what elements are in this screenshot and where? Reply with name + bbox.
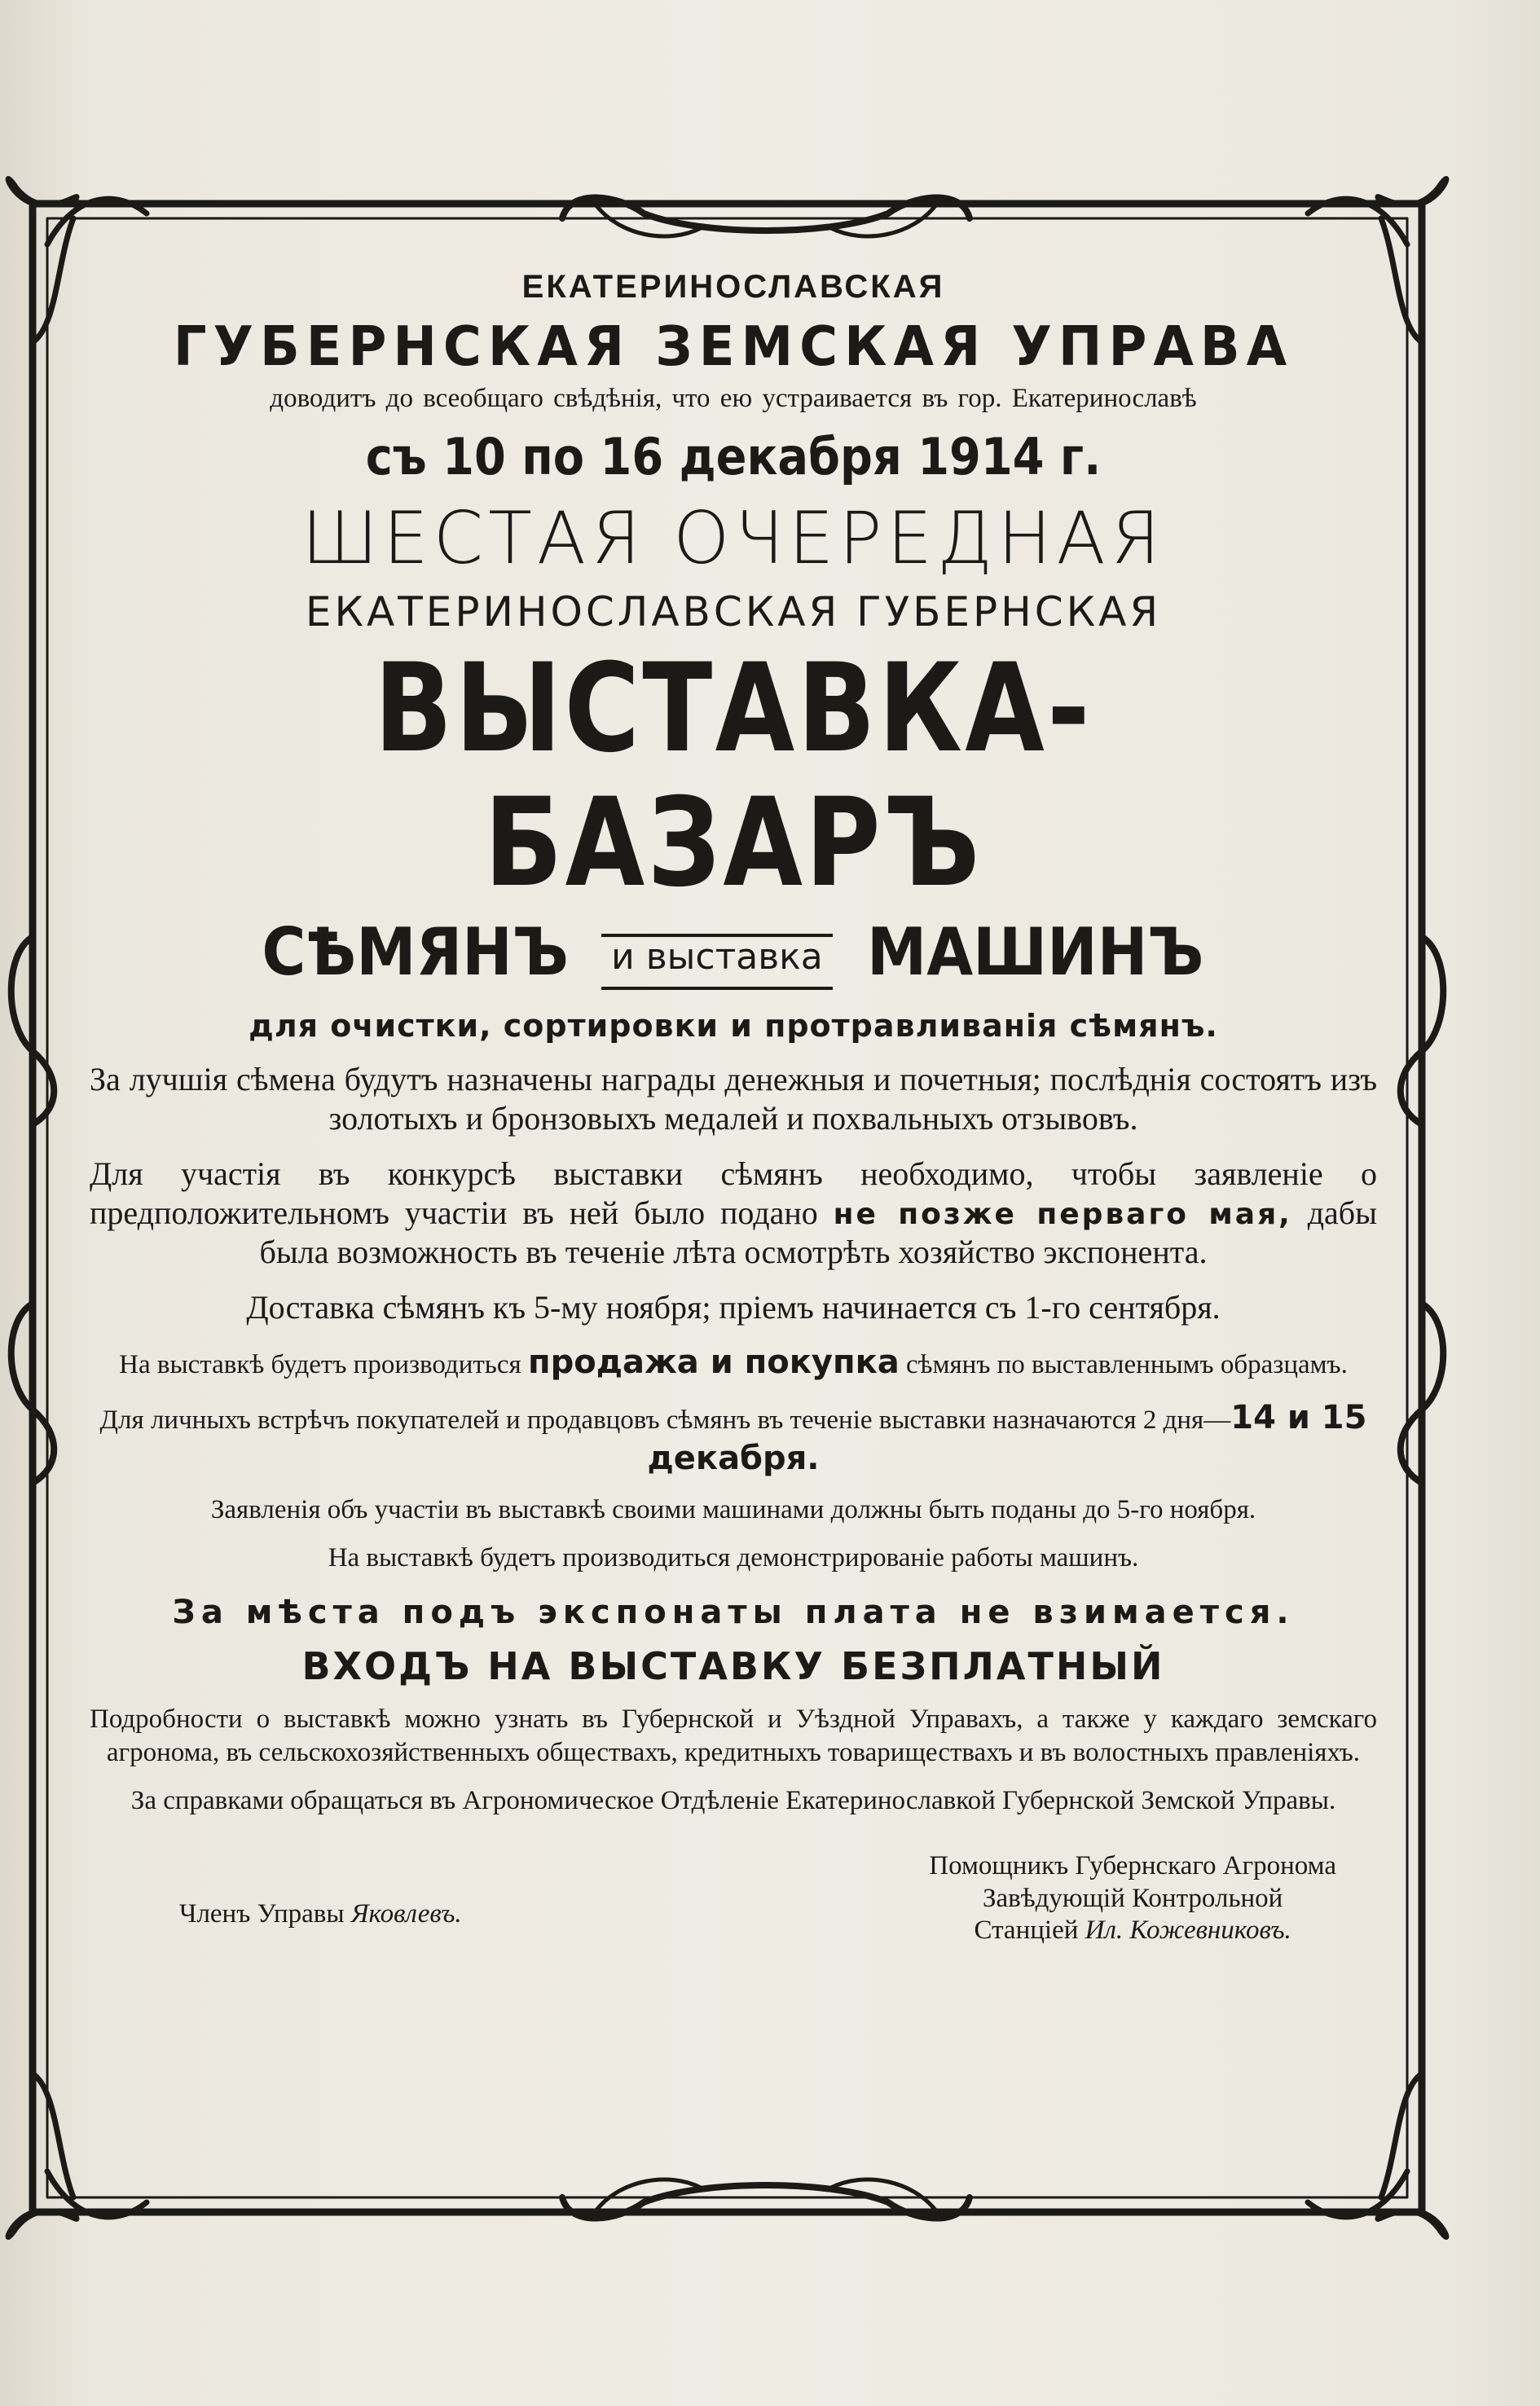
edition-title: ШЕСТАЯ ОЧЕРЕДНАЯ xyxy=(301,496,1165,580)
meetings-paragraph: Для личныхъ встрѣчъ покупателей и продавцовъ сѣмянъ въ теченіе выставки назначаются 2 дня—14 и 15 декабря. xyxy=(99,1399,1367,1477)
deadline-emphasis: не позже перваго мая, xyxy=(833,1198,1292,1231)
main-headline: ВЫСТАВКА-БАЗАРЪ xyxy=(374,638,1093,914)
province-name: ЕКАТЕРИНОСЛАВСКАЯ xyxy=(521,269,945,305)
purpose-line: для очистки, сортировки и протравливанія сѣмянъ. xyxy=(249,1008,1218,1044)
event-dates: съ 10 по 16 декабря 1914 г. xyxy=(365,427,1102,486)
assistant-signature: Помощникъ Губернскаго Агронома Завѣдующій Контрольной Станціей Ил. Кожевниковъ. xyxy=(929,1851,1336,1946)
meeting-dates: 14 и 15 декабря. xyxy=(647,1399,1367,1477)
signatures xyxy=(90,1850,1377,1947)
member-name: Яковлевъ. xyxy=(350,1899,462,1929)
free-entry-line: ВХОДЪ НА ВЫСТАВКУ БЕЗПЛАТНЫЙ xyxy=(301,1643,1165,1688)
subheadline xyxy=(90,914,1377,990)
inquiries-paragraph: За справками обращаться въ Агрономическое Отдѣленіе Екатеринославкой Губернской Земской Управы. xyxy=(130,1786,1336,1815)
participation-paragraph: Для участія въ конкурсѣ выставки сѣмянъ необходимо, чтобы заявленіе о предположительномъ участіи въ ней было подано не позже перваго мая, дабы была возможность въ теченіе лѣта осмотрѣть хозяйство экспонента. xyxy=(90,1155,1378,1270)
announcement-intro: доводитъ до всеобщаго свѣдѣнія, что ею устраивается въ гор. Екатеринославѣ xyxy=(270,384,1197,413)
machines-word: МАШИНЪ xyxy=(866,914,1204,990)
delivery-paragraph: Доставка сѣмянъ къ 5-му ноября; пріемъ начинается съ 1-го сентября. xyxy=(246,1289,1221,1326)
sale-emphasis: продажа и покупка xyxy=(527,1344,900,1381)
demo-line: На выставкѣ будетъ производиться демонстрированіе работы машинъ. xyxy=(328,1543,1139,1573)
details-paragraph: Подробности о выставкѣ можно узнать въ Губернской и Уѣздной Управахъ, а также у каждаго земскаго агронома, въ сельскохозяйственныхъ обществахъ, кредитныхъ товариществахъ и въ волостныхъ правленіяхъ. xyxy=(90,1704,1377,1767)
no-fee-line: За мѣста подъ экспонаты плата не взимается. xyxy=(172,1593,1295,1631)
member-signature: Членъ Управы Яковлевъ. xyxy=(179,1899,462,1929)
notice-body xyxy=(90,269,1377,1947)
assistant-name: Ил. Кожевниковъ. xyxy=(1085,1916,1291,1946)
organizer-line: ЕКАТЕРИНОСЛАВСКАЯ ГУБЕРНСКАЯ xyxy=(305,588,1162,636)
council-name: ГУБЕРНСКАЯ ЗЕМСКАЯ УПРАВА xyxy=(173,315,1294,379)
awards-paragraph: За лучшія сѣмена будутъ назначены награды денежныя и почетныя; послѣднія состоятъ изъ золотыхъ и бронзовыхъ медалей и похвальныхъ отзывовъ. xyxy=(90,1061,1377,1137)
machine-applications: Заявленія объ участіи въ выставкѣ своими машинами должны быть поданы до 5-го ноября. xyxy=(210,1495,1256,1524)
and-exhibition: и выставка xyxy=(601,934,833,990)
seeds-word: СѢМЯНЪ xyxy=(262,914,569,990)
sale-paragraph: На выставкѣ будетъ производиться продажа и покупка сѣмянъ по выставленнымъ образцамъ. xyxy=(119,1344,1348,1381)
